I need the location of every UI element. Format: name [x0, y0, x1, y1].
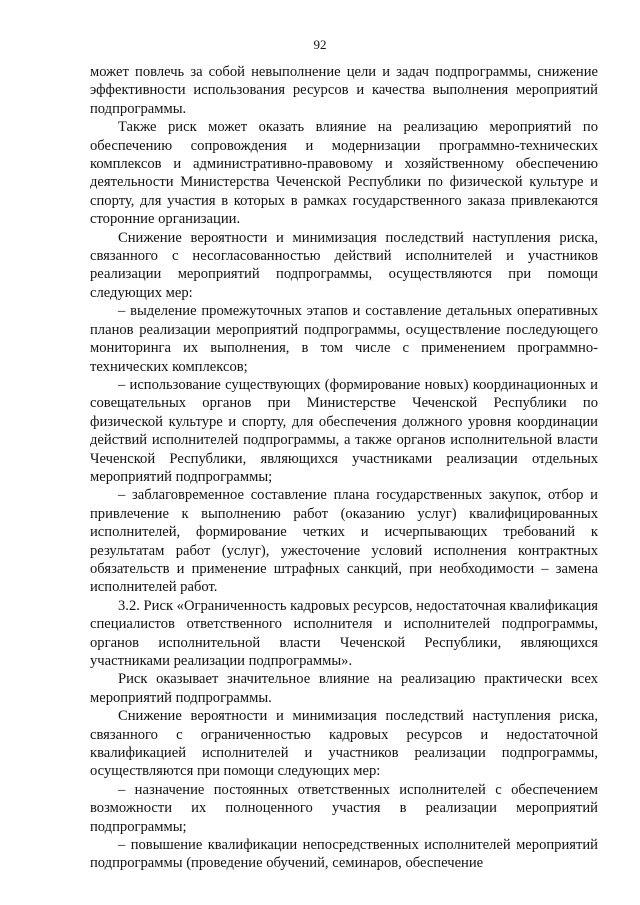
section-heading-paragraph: 3.2. Риск «Ограниченность кадровых ресурсов, недостаточная квалификация специалистов ответственного исполнителя и исполнителей подпрограммы, органов исполнительной власти Чеченской Республики, являющихся участниками реализации подпрограммы».	[90, 597, 598, 669]
paragraph: Снижение вероятности и минимизация последствий наступления риска, связанного с несогласованностью действий исполнителей и участников реализации мероприятий подпрограммы, осуществляются при помощи следующих мер:	[90, 229, 598, 301]
paragraph: Также риск может оказать влияние на реализацию мероприятий по обеспечению сопровождения и модернизации программно-технических комплексов и административно-правовому и хозяйственному обеспечению деятельности Министерства Чеченской Республики по физической культуре и спорту, для участия в которых в рамках государственного заказа привлекаются сторонние организации.	[90, 119, 598, 228]
list-item: – выделение промежуточных этапов и составление детальных оперативных планов реализации мероприятий подпрограммы, осуществление последующего мониторинга их выполнения, в том числе с применением программно-технических комплексов;	[90, 303, 598, 375]
paragraph: Риск оказывает значительное влияние на реализацию практически всех мероприятий подпрограммы.	[90, 671, 598, 706]
page-number: 92	[313, 37, 327, 52]
list-item: – использование существующих (формирование новых) координационных и совещательных органов при Министерстве Чеченской Республики по физической культуре и спорту, для обеспечения должного уровня координации действий исполнителей подпрограммы, а также органов исполнительной власти Чеченской Республики, являющихся участниками реализации отдельных мероприятий подпрограммы;	[90, 376, 598, 485]
list-item: – повышение квалификации непосредственных исполнителей мероприятий подпрограммы (проведение обучений, семинаров, обеспечение	[90, 837, 598, 872]
document-body	[90, 63, 598, 873]
list-item: – заблаговременное составление плана государственных закупок, отбор и привлечение к выполнению работ (оказанию услуг) квалифицированных исполнителей, формирование четких и исчерпывающих требований к результатам работ (услуг), ужесточение условий исполнения контрактных обязательств и применение штрафных санкций, при необходимости – замена исполнителей работ.	[90, 487, 598, 596]
paragraph: может повлечь за собой невыполнение цели и задач подпрограммы, снижение эффективности использования ресурсов и качества выполнения мероприятий подпрограммы.	[90, 64, 598, 117]
paragraph: Снижение вероятности и минимизация последствий наступления риска, связанного с ограниченностью кадровых ресурсов и недостаточной квалификацией исполнителей и участников реализации подпрограммы, осуществляются при помощи следующих мер:	[90, 708, 598, 780]
list-item: – назначение постоянных ответственных исполнителей с обеспечением возможности их полноценного участия в реализации мероприятий подпрограммы;	[90, 781, 598, 835]
